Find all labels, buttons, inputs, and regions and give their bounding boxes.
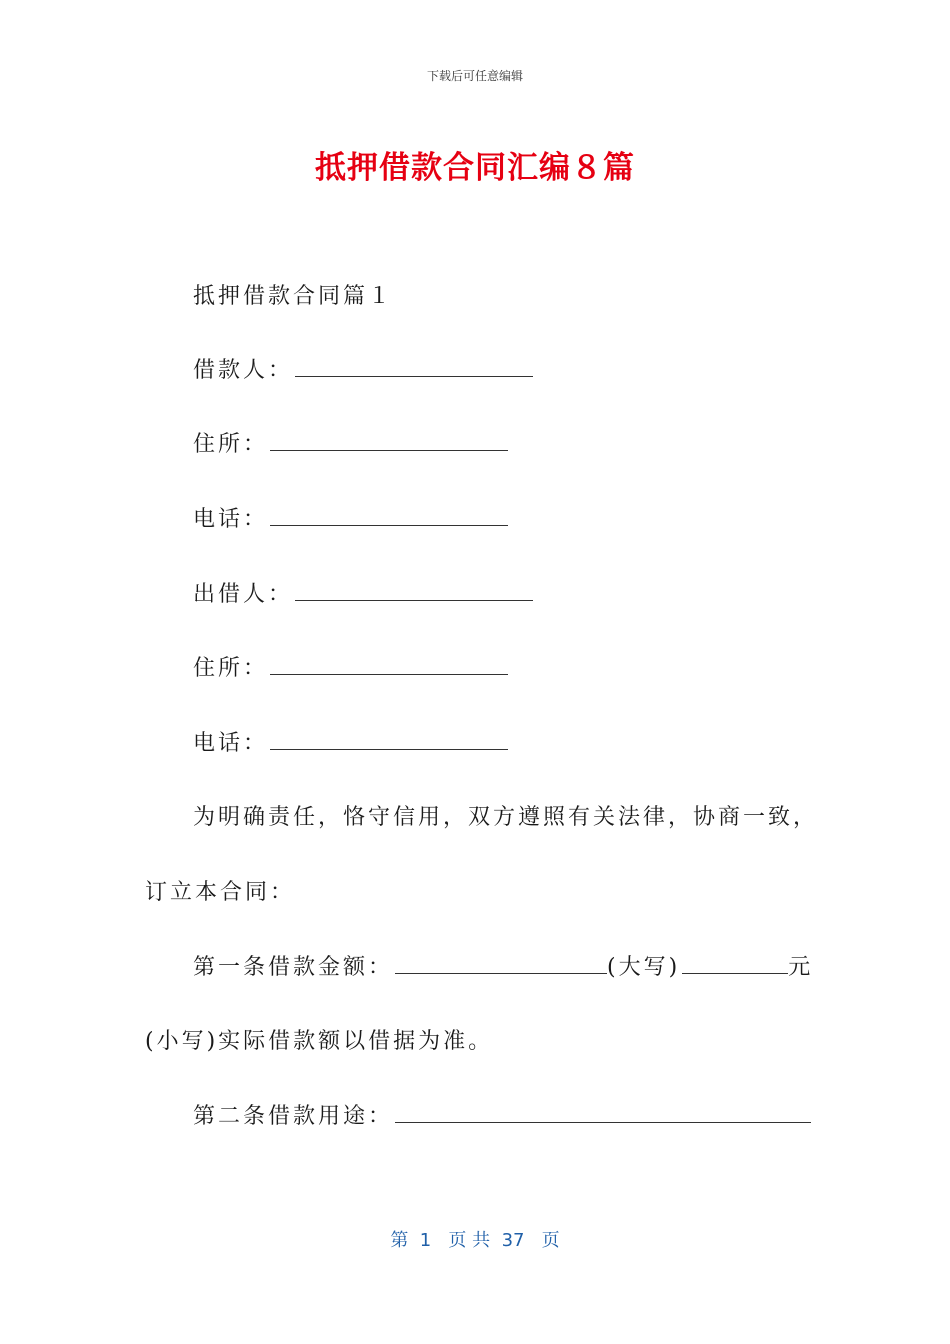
lender-label: 出借人： <box>193 582 294 607</box>
document-title: 抵押借款合同汇编８篇 <box>315 150 635 186</box>
borrower-phone-row <box>193 505 508 535</box>
lender-phone-blank <box>270 729 508 750</box>
borrower-address-blank <box>270 430 508 451</box>
lender-phone-label: 电话： <box>193 731 269 756</box>
lender-phone-row <box>193 729 508 759</box>
borrower-phone-blank <box>270 505 508 526</box>
article1-line1 <box>193 953 813 983</box>
header-note: 下载后可任意编辑 <box>426 69 523 83</box>
article1-middle: (大写) <box>607 955 681 980</box>
intro-paragraph-line2 <box>145 878 295 908</box>
borrower-blank <box>295 356 533 377</box>
article2-prefix: 第二条借款用途： <box>193 1104 394 1129</box>
article1-amount-blank-2 <box>682 953 788 974</box>
borrower-address-row <box>193 430 508 460</box>
intro-paragraph-line1 <box>193 803 818 833</box>
lender-blank <box>295 580 533 601</box>
borrower-phone-label: 电话： <box>193 507 269 532</box>
article1-prefix: 第一条借款金额： <box>193 955 394 980</box>
article2-purpose-blank <box>395 1102 811 1123</box>
intro-text-1: 为明确责任，恪守信用，双方遵照有关法律，协商一致， <box>193 805 819 830</box>
lender-address-blank <box>270 654 508 675</box>
section-heading-text: 抵押借款合同篇１ <box>193 284 394 309</box>
article1-amount-blank <box>395 953 607 974</box>
borrower-address-label: 住所： <box>193 432 269 457</box>
article1-suffix: 元 <box>788 955 814 980</box>
intro-text-2: 订立本合同： <box>145 880 296 905</box>
borrower-label: 借款人： <box>193 358 294 383</box>
lender-address-row <box>193 654 508 684</box>
page-number-footer: 第 1 页 共 37 页 <box>390 1230 560 1251</box>
lender-row <box>193 580 533 610</box>
borrower-row <box>193 356 533 386</box>
article2-line <box>193 1102 811 1132</box>
article1-line2 <box>145 1027 493 1057</box>
article1-text-2: (小写)实际借款额以借据为准。 <box>145 1029 494 1054</box>
lender-address-label: 住所： <box>193 656 269 681</box>
section-heading <box>193 282 393 312</box>
